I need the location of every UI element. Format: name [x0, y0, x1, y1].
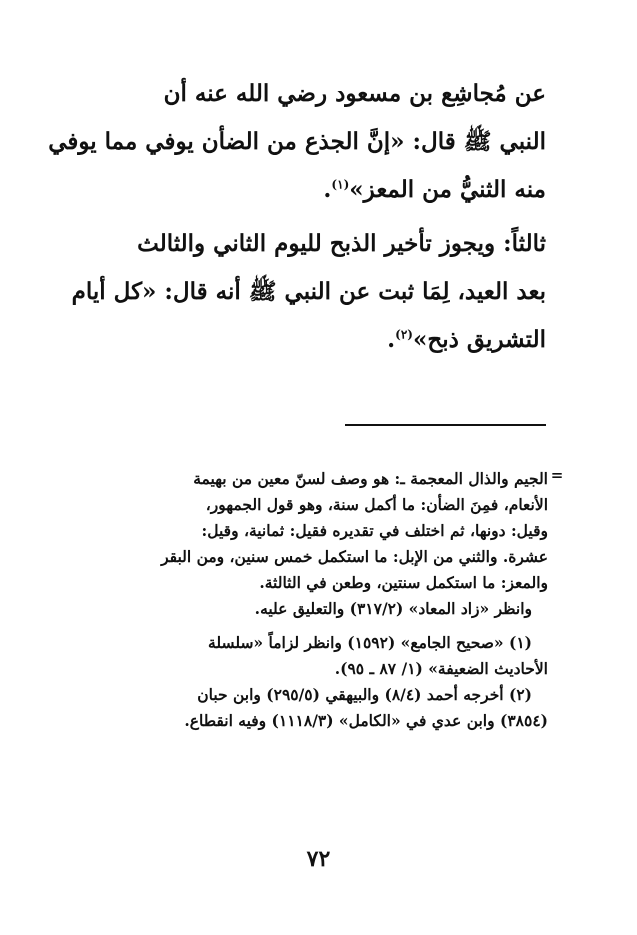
text-line	[64, 220, 546, 268]
section-lead: ثالثاً:	[503, 230, 546, 257]
footnote-line: الأنعام، فمِنَ الضأن: ما أكمل سنة، وهو قول الجمهور،	[205, 495, 548, 514]
page-number: ٧٢	[306, 846, 331, 872]
sentence-end: .	[323, 176, 332, 203]
continuation-mark: =	[550, 466, 564, 484]
paragraph-1	[48, 70, 546, 214]
footnote-line: (٢) أخرجه أحمد (٨/٤) والبيهقي (٢٩٥/٥) وابن حبان	[197, 685, 532, 704]
footnote-continuation	[64, 466, 564, 622]
footnote-1	[64, 630, 564, 682]
footnote-line: وانظر «زاد المعاد» (٣١٧/٢) والتعليق عليه.	[254, 599, 532, 618]
footnote-ref-1[interactable]: (١)	[331, 177, 350, 192]
text-line: النبي ﷺ قال: «إنَّ الجذع من الضأن يوفي مما يوفي	[48, 128, 546, 155]
text-line: بعد العيد، لِمَا ثبت عن النبي ﷺ أنه قال: «كل أيام	[71, 278, 546, 305]
footnote-separator	[345, 424, 546, 426]
footnote-line: وقيل: دونها، ثم اختلف في تقديره فقيل: ثمانية، وقيل:	[201, 521, 548, 540]
text-line-content: ويجوز تأخير الذبح لليوم الثاني والثالث	[137, 230, 496, 257]
footnotes-section	[64, 466, 564, 734]
footnote-line: والمعز: ما استكمل سنتين، وطعن في الثالثة.	[259, 573, 548, 592]
footnote-2	[64, 682, 564, 734]
main-text	[48, 70, 546, 364]
text-line-content: منه الثنيُّ من المعز»	[349, 176, 546, 203]
footnote-line: (١) «صحيح الجامع» (١٥٩٢) وانظر لزاماً «سلسلة	[208, 633, 532, 652]
paragraph-2	[64, 220, 546, 364]
footnote-gap	[64, 622, 564, 630]
sentence-end: .	[387, 326, 396, 353]
text-line-content: التشريق ذبح»	[412, 326, 546, 353]
footnote-line: (٣٨٥٤) وابن عدي في «الكامل» (١١١٨/٣) وفيه انقطاع.	[184, 711, 548, 730]
footnote-line: الأحاديث الضعيفة» (١/ ٨٧ ـ ٩٥).	[334, 659, 548, 678]
text-line: عن مُجاشِع بن مسعود رضي الله عنه أن	[163, 80, 546, 107]
footnote-line: عشرة. والثني من الإبل: ما استكمل خمس سنين، ومن البقر	[161, 547, 548, 566]
footnote-line: الجيم والذال المعجمة ـ: هو وصف لسنّ معين من بهيمة	[193, 469, 548, 488]
text-line	[64, 166, 546, 214]
footnote-ref-2[interactable]: (٢)	[395, 327, 413, 342]
text-line	[64, 316, 546, 364]
